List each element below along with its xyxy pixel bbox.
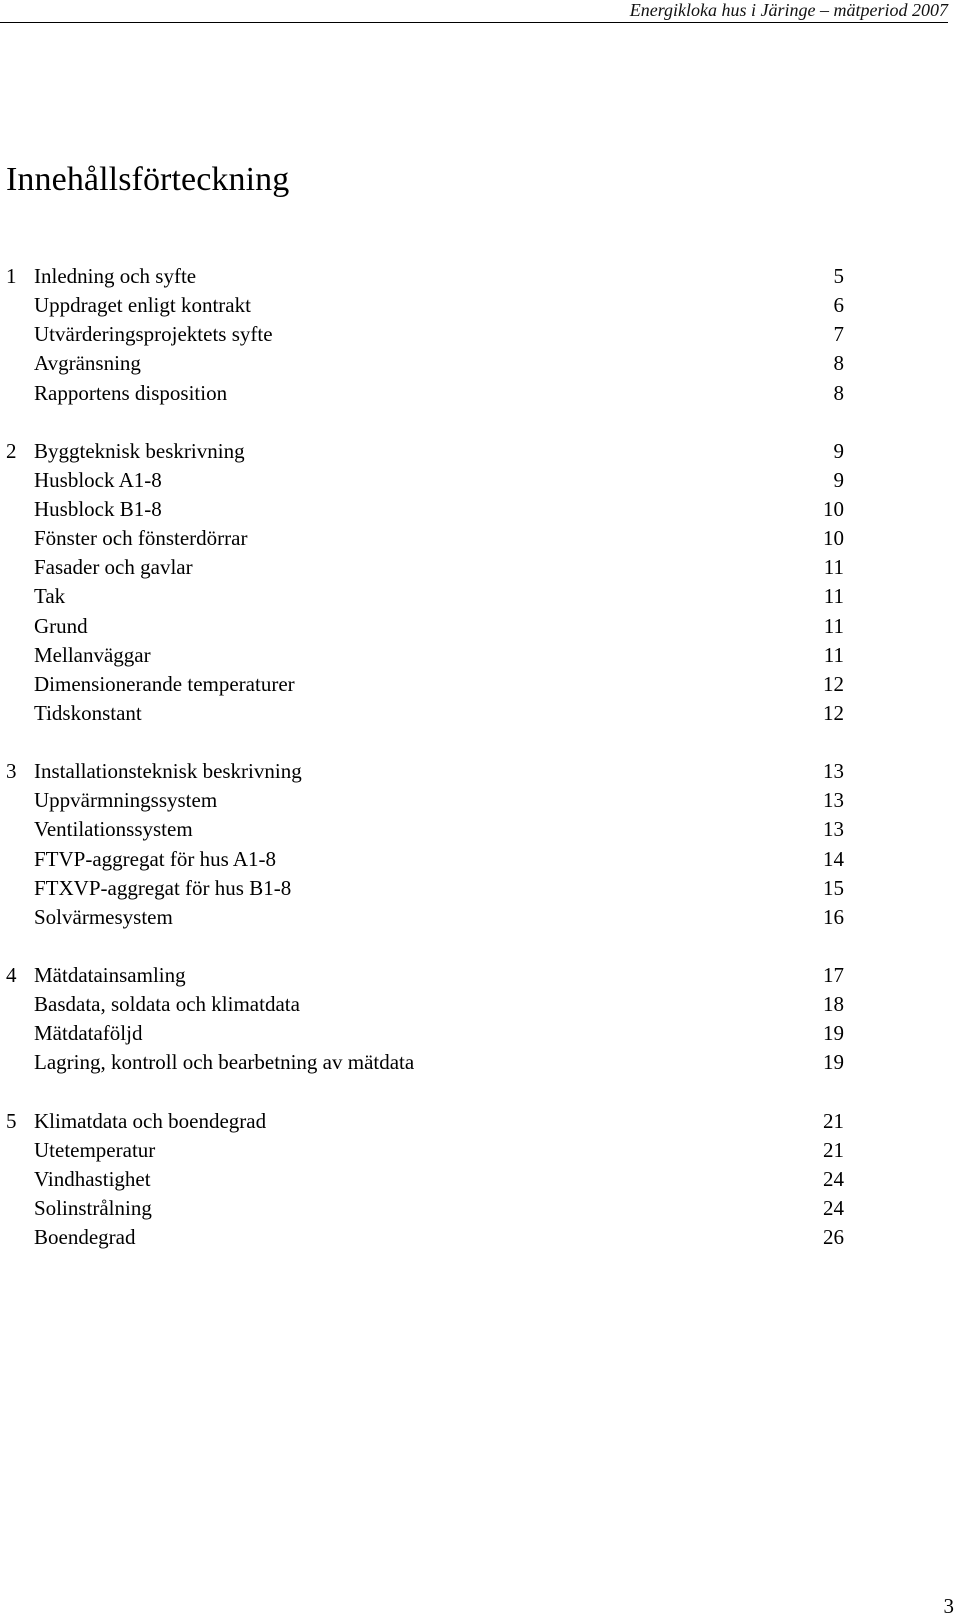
toc-entry-label: FTVP-aggregat för hus A1-8 xyxy=(34,846,277,871)
toc-entry-page: 8 xyxy=(833,351,844,376)
toc-entry[interactable] xyxy=(6,786,844,815)
toc-entry[interactable] xyxy=(6,582,844,611)
toc-entry-page: 15 xyxy=(823,875,844,900)
toc-entry-label: Klimatdata och boendegrad xyxy=(34,1108,267,1133)
toc-entry-number: 2 xyxy=(6,438,17,463)
toc-entry-label: Solinstrålning xyxy=(34,1195,152,1220)
toc-entry-page: 11 xyxy=(823,584,844,609)
toc-entry-label: Tidskonstant xyxy=(34,700,142,725)
toc-entry-page: 13 xyxy=(823,788,844,813)
toc-entry-page: 11 xyxy=(823,642,844,667)
toc-entry[interactable] xyxy=(6,641,844,670)
toc-entry-label: Utvärderingsprojektets syfte xyxy=(34,322,273,347)
toc-entry[interactable] xyxy=(6,1165,844,1194)
toc-entry-label: Utetemperatur xyxy=(34,1137,156,1162)
toc-entry[interactable] xyxy=(6,845,844,874)
toc-entry[interactable] xyxy=(6,262,844,291)
toc-entry-page: 18 xyxy=(823,992,844,1017)
toc-entry-label: Avgränsning xyxy=(34,351,141,376)
toc-entry-label: Fönster och fönsterdörrar xyxy=(34,526,248,551)
toc-entry-page: 5 xyxy=(833,264,844,288)
toc-entry-label: Dimensionerande temperaturer xyxy=(34,671,295,696)
table-of-contents xyxy=(6,262,844,1281)
toc-entry[interactable] xyxy=(6,466,844,495)
toc-entry[interactable] xyxy=(6,990,844,1019)
toc-entry-page: 13 xyxy=(823,817,844,842)
toc-entry[interactable] xyxy=(6,1107,844,1136)
toc-entry-label: Tak xyxy=(34,584,66,609)
toc-entry-label: Grund xyxy=(34,613,88,638)
toc-entry-number: 5 xyxy=(6,1108,17,1133)
toc-entry-page: 7 xyxy=(833,322,844,347)
toc-entry-label: Lagring, kontroll och bearbetning av mätdata xyxy=(34,1050,415,1075)
toc-entry-page: 11 xyxy=(823,613,844,638)
page-number: 3 xyxy=(943,1594,954,1618)
toc-entry-number: 4 xyxy=(6,962,17,987)
toc-section xyxy=(6,757,844,932)
toc-entry[interactable] xyxy=(6,437,844,466)
toc-entry-page: 21 xyxy=(823,1137,844,1162)
toc-entry-label: Boendegrad xyxy=(34,1225,136,1250)
toc-entry-label: Byggteknisk beskrivning xyxy=(34,438,245,463)
toc-entry-page: 10 xyxy=(823,526,844,551)
toc-entry-label: Uppvärmningssystem xyxy=(34,788,218,813)
toc-entry[interactable] xyxy=(6,670,844,699)
toc-entry-label: Uppdraget enligt kontrakt xyxy=(34,293,251,318)
toc-entry-label: Installationsteknisk beskrivning xyxy=(34,759,302,784)
toc-entry[interactable] xyxy=(6,815,844,844)
toc-entry-label: Solvärmesystem xyxy=(34,904,173,929)
toc-entry-page: 9 xyxy=(833,467,844,492)
toc-entry-page: 24 xyxy=(823,1166,844,1191)
toc-entry-page: 19 xyxy=(823,1050,844,1075)
page-title: Innehållsförteckning xyxy=(6,161,290,198)
toc-section xyxy=(6,1107,844,1253)
toc-entry-page: 6 xyxy=(833,293,844,318)
toc-entry[interactable] xyxy=(6,1019,844,1048)
toc-entry[interactable] xyxy=(6,349,844,378)
toc-entry-page: 19 xyxy=(823,1021,844,1046)
toc-entry[interactable] xyxy=(6,1048,844,1077)
toc-section xyxy=(6,961,844,1078)
toc-entry[interactable] xyxy=(6,1136,844,1165)
toc-entry-label: Rapportens disposition xyxy=(34,380,228,405)
toc-entry-page: 8 xyxy=(833,380,844,405)
toc-entry-label: Fasader och gavlar xyxy=(34,555,193,580)
toc-entry-label: Ventilationssystem xyxy=(34,817,193,842)
toc-entry[interactable] xyxy=(6,1223,844,1252)
toc-entry-page: 26 xyxy=(823,1225,844,1250)
toc-entry[interactable] xyxy=(6,612,844,641)
toc-entry[interactable] xyxy=(6,495,844,524)
toc-entry-label: Husblock A1-8 xyxy=(34,467,162,492)
toc-entry-number: 3 xyxy=(6,759,17,784)
toc-entry[interactable] xyxy=(6,379,844,408)
toc-entry-page: 16 xyxy=(823,904,844,929)
toc-entry-page: 24 xyxy=(823,1195,844,1220)
toc-entry-page: 12 xyxy=(823,700,844,725)
toc-entry-label: Mätdatainsamling xyxy=(34,962,186,987)
toc-entry-label: Vindhastighet xyxy=(34,1166,151,1191)
toc-entry[interactable] xyxy=(6,524,844,553)
toc-section xyxy=(6,437,844,728)
toc-entry[interactable] xyxy=(6,553,844,582)
toc-entry[interactable] xyxy=(6,903,844,932)
toc-entry-page: 17 xyxy=(823,962,844,987)
toc-entry-page: 12 xyxy=(823,671,844,696)
toc-entry-page: 21 xyxy=(823,1108,844,1133)
toc-entry[interactable] xyxy=(6,291,844,320)
toc-entry-page: 9 xyxy=(833,438,844,463)
toc-entry[interactable] xyxy=(6,757,844,786)
toc-section xyxy=(6,262,844,408)
toc-entry-number: 1 xyxy=(6,264,17,288)
toc-entry-page: 13 xyxy=(823,759,844,784)
header-rule xyxy=(0,22,948,23)
toc-entry[interactable] xyxy=(6,1194,844,1223)
toc-entry[interactable] xyxy=(6,699,844,728)
toc-entry-label: Husblock B1-8 xyxy=(34,496,162,521)
toc-entry[interactable] xyxy=(6,320,844,349)
running-header: Energikloka hus i Järinge – mätperiod 2007 xyxy=(629,0,948,20)
toc-entry[interactable] xyxy=(6,874,844,903)
toc-entry-label: FTXVP-aggregat för hus B1-8 xyxy=(34,875,292,900)
toc-entry-page: 14 xyxy=(823,846,844,871)
toc-entry-page: 11 xyxy=(823,555,844,580)
toc-entry-label: Basdata, soldata och klimatdata xyxy=(34,992,300,1017)
toc-entry-label: Inledning och syfte xyxy=(34,264,197,288)
toc-entry[interactable] xyxy=(6,961,844,990)
toc-entry-label: Mellanväggar xyxy=(34,642,151,667)
toc-entry-page: 10 xyxy=(823,496,844,521)
toc-entry-label: Mätdataföljd xyxy=(34,1021,143,1046)
